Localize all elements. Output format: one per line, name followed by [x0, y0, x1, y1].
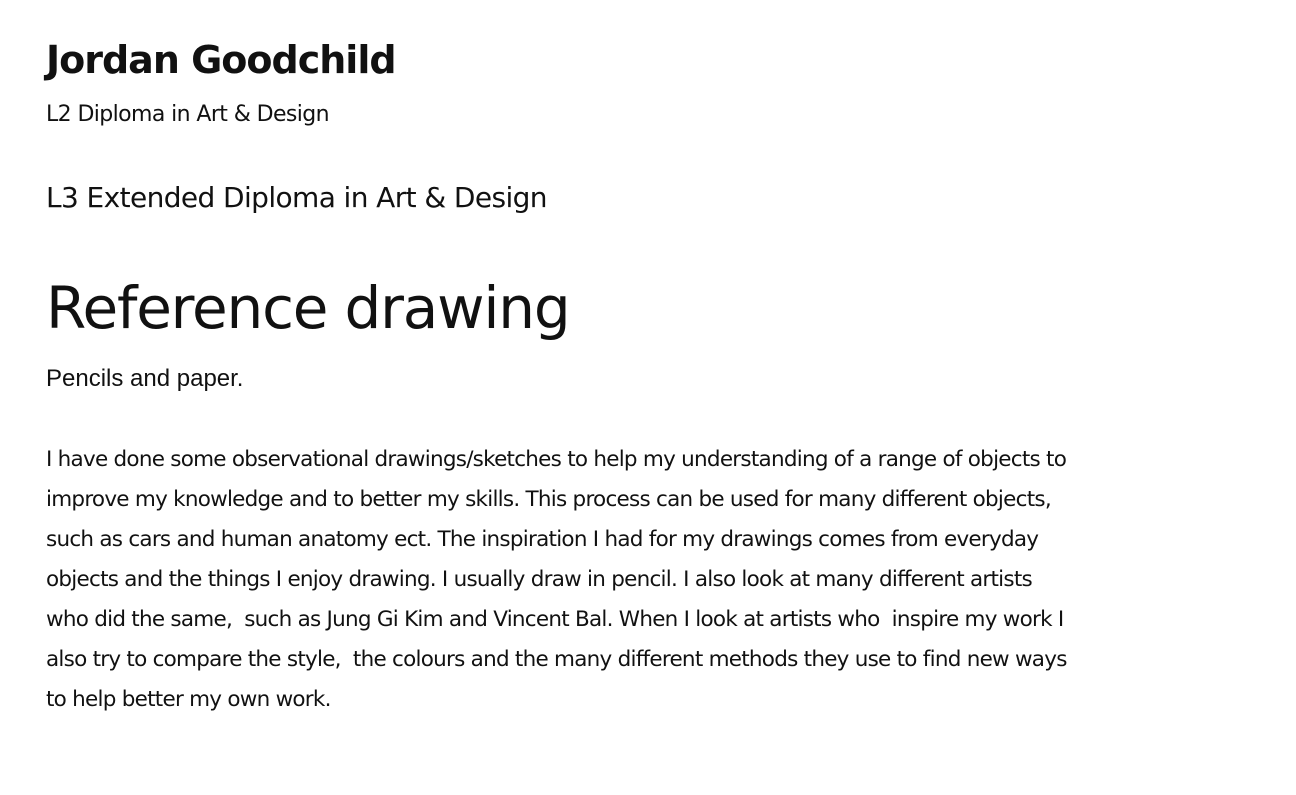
body-line: who did the same, such as Jung Gi Kim and Vincent Bal. When I look at artists who inspire my work I — [46, 607, 1064, 632]
body-line: such as cars and human anatomy ect. The inspiration I had for my drawings comes from everyday — [46, 527, 1039, 552]
body-line: also try to compare the style, the colours and the many different methods they use to find new ways — [46, 647, 1067, 672]
author-name: Jordan Goodchild — [46, 38, 396, 82]
body-line: objects and the things I enjoy drawing. I usually draw in pencil. I also look at many different artists — [46, 567, 1032, 592]
course-level-2: L2 Diploma in Art & Design — [46, 102, 330, 127]
body-line: improve my knowledge and to better my skills. This process can be used for many different objects, — [46, 487, 1051, 512]
page-subtitle: Pencils and paper. — [46, 365, 244, 392]
body-line: to help better my own work. — [46, 687, 331, 712]
course-level-3: L3 Extended Diploma in Art & Design — [46, 181, 547, 214]
body-line: I have done some observational drawings/sketches to help my understanding of a range of objects to — [46, 447, 1067, 472]
page-title: Reference drawing — [46, 274, 570, 342]
body-paragraph — [46, 440, 1258, 720]
